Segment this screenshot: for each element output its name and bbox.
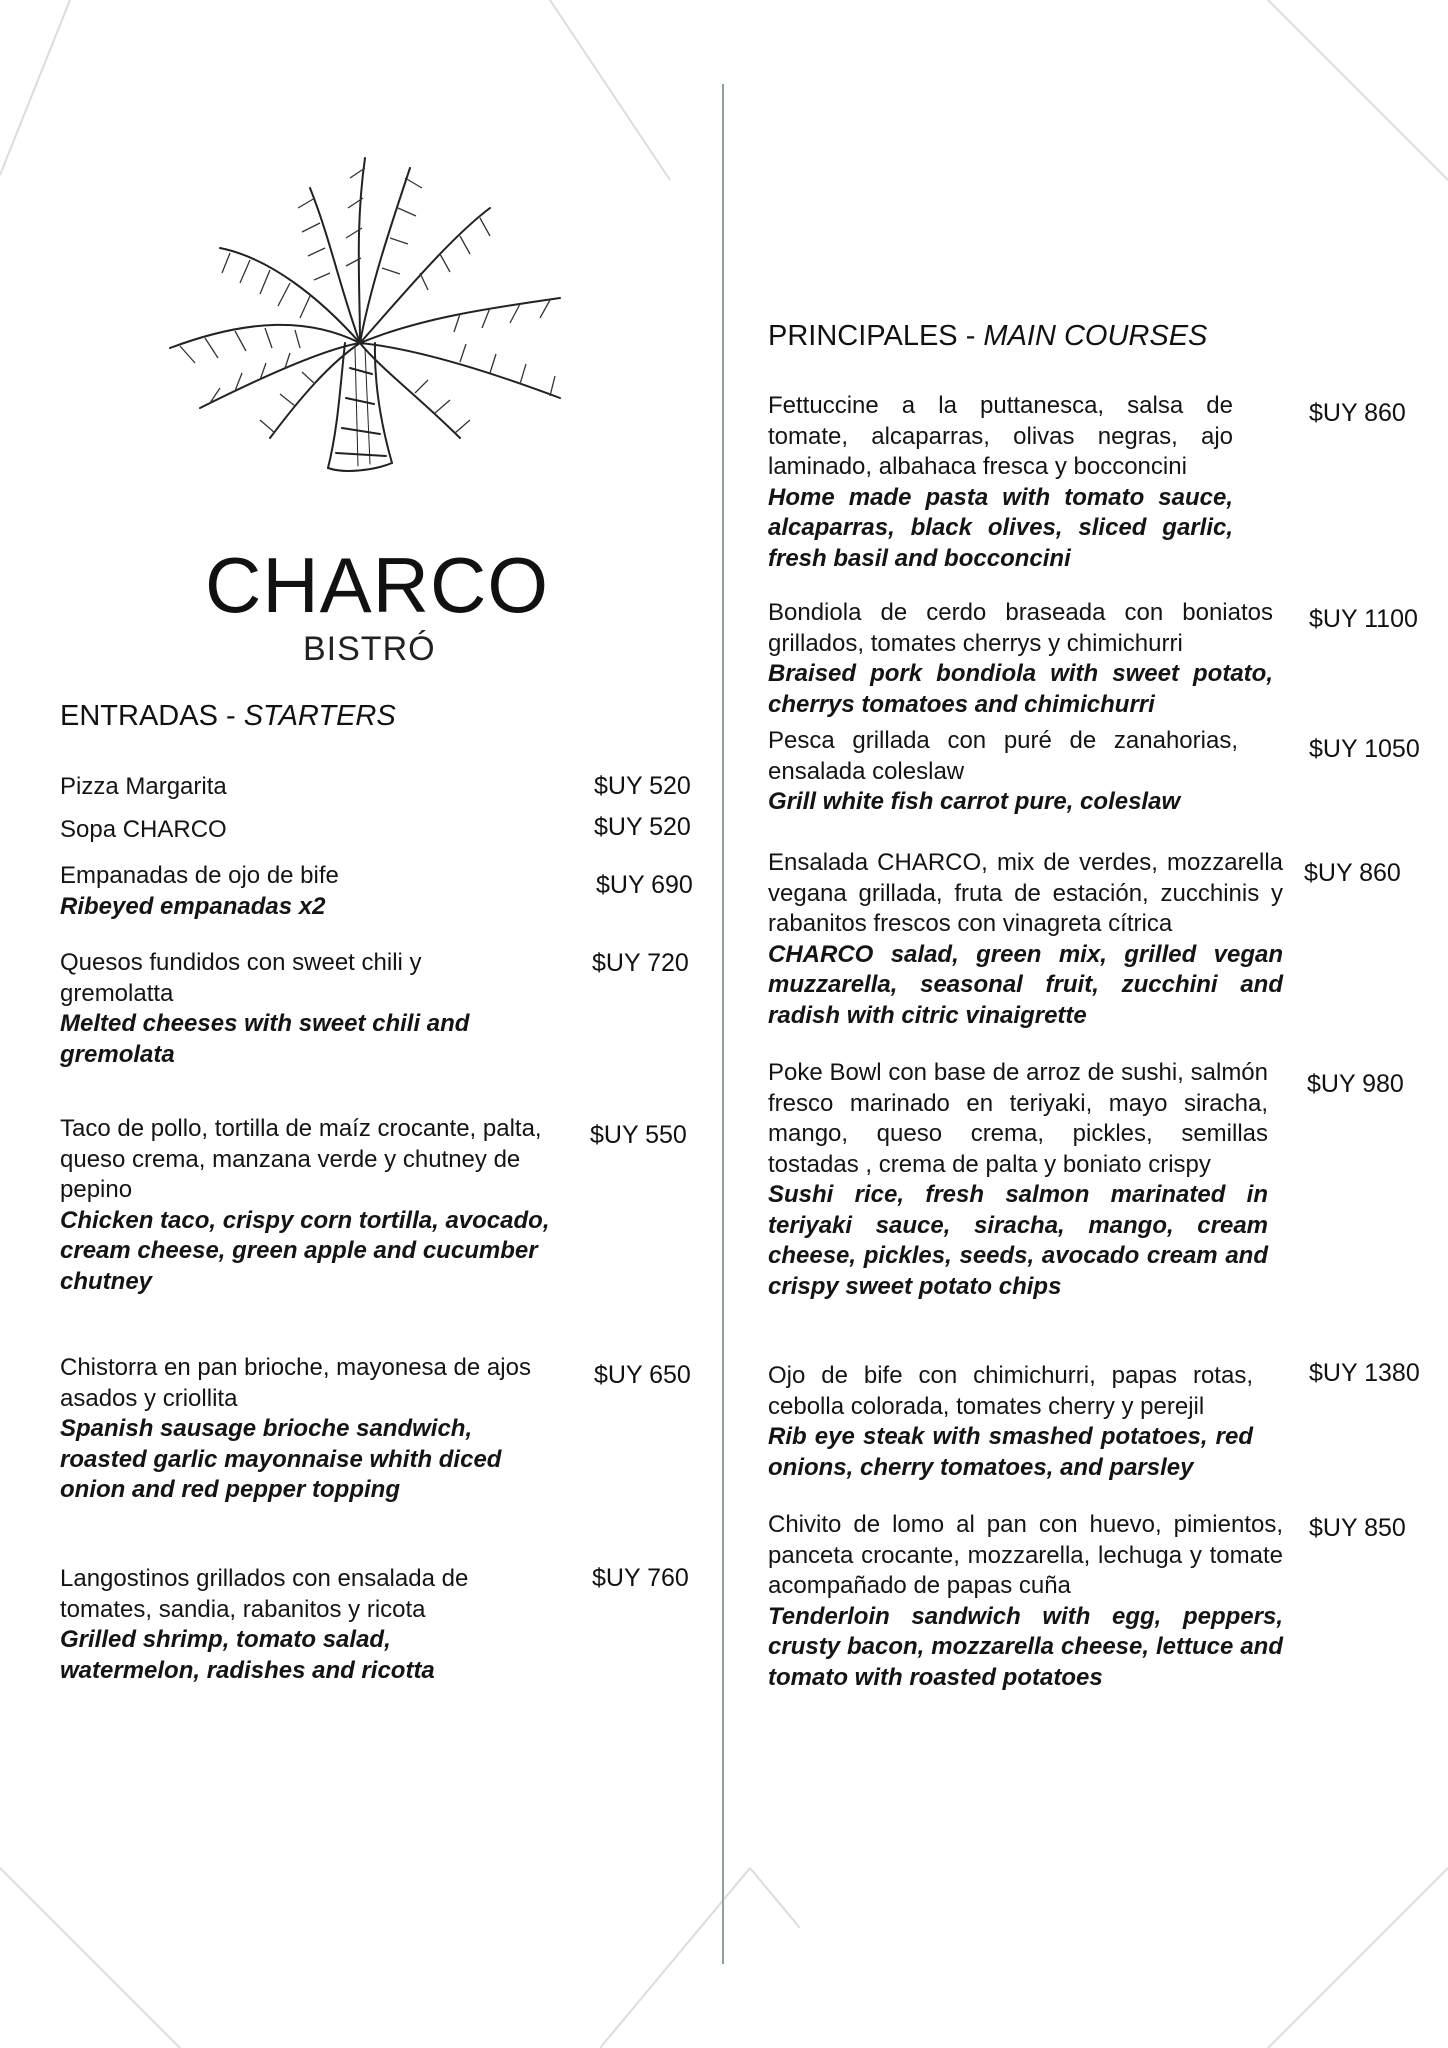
item-price: $UY 690 bbox=[596, 871, 693, 899]
item-name-es: Ojo de bife con chimichurri, papas rotas, cebolla colorada, tomates cherry y perejil bbox=[768, 1362, 1253, 1420]
menu-item bbox=[768, 598, 1273, 720]
item-name-en: Grill white fish carrot pure, coleslaw bbox=[768, 788, 1181, 815]
item-price: $UY 760 bbox=[592, 1564, 689, 1592]
mains-title-en: MAIN COURSES bbox=[983, 320, 1208, 352]
item-name-es: Sopa CHARCO bbox=[60, 816, 227, 843]
item-price: $UY 520 bbox=[594, 772, 691, 800]
item-name-es: Chivito de lomo al pan con huevo, pimientos, panceta crocante, mozzarella, lechuga y tomate acompañado de papas cuña bbox=[768, 1511, 1283, 1599]
corner-decoration-bottom-right bbox=[1248, 1848, 1448, 2048]
item-name-en: Spanish sausage brioche sandwich, roasted garlic mayonnaise whith diced onion and red pepper topping bbox=[60, 1415, 502, 1503]
item-name-es: Bondiola de cerdo braseada con boniatos grillados, tomates cherrys y chimichurri bbox=[768, 599, 1273, 657]
item-name-en: Chicken taco, crispy corn tortilla, avocado, cream cheese, green apple and cucumber chutney bbox=[60, 1206, 550, 1295]
item-name-en: Ribeyed empanadas x2 bbox=[60, 892, 326, 920]
item-price: $UY 650 bbox=[594, 1361, 691, 1389]
menu-item bbox=[768, 1510, 1283, 1693]
item-name-es: Pizza Margarita bbox=[60, 773, 227, 800]
item-price: $UY 550 bbox=[590, 1121, 687, 1149]
menu-item bbox=[60, 1353, 560, 1506]
starters-title bbox=[60, 700, 396, 733]
menu-item bbox=[768, 726, 1238, 818]
item-name-en: Rib eye steak with smashed potatoes, red onions, cherry tomatoes, and parsley bbox=[768, 1423, 1253, 1481]
item-name-es: Empanadas de ojo de bife bbox=[60, 862, 339, 889]
item-price: $UY 720 bbox=[592, 949, 689, 977]
item-name-en: Braised pork bondiola with sweet potato, cherrys tomatoes and chimichurri bbox=[768, 660, 1273, 718]
starters-title-es: ENTRADAS - bbox=[60, 700, 244, 732]
item-name-es: Fettuccine a la puttanesca, salsa de tomate, alcaparras, olivas negras, ajo laminado, albahaca fresca y bocconcini bbox=[768, 392, 1233, 480]
item-name-en: Home made pasta with tomato sauce, alcaparras, black olives, sliced garlic, fresh basil and bocconcini bbox=[768, 483, 1233, 572]
item-name-en: Grilled shrimp, tomato salad, watermelon, radishes and ricotta bbox=[60, 1626, 435, 1684]
menu-item bbox=[60, 772, 560, 803]
corner-decoration-bottom-center bbox=[600, 1848, 800, 2048]
item-price: $UY 520 bbox=[594, 813, 691, 841]
item-name-en: Melted cheeses with sweet chili and gremolata bbox=[60, 1010, 470, 1068]
item-price: $UY 860 bbox=[1309, 399, 1406, 427]
starters-title-en: STARTERS bbox=[243, 700, 396, 732]
mains-title bbox=[768, 320, 1207, 353]
mains-title-es: PRINCIPALES - bbox=[768, 320, 984, 352]
menu-item bbox=[60, 1564, 490, 1686]
item-price: $UY 1380 bbox=[1309, 1359, 1420, 1387]
item-price: $UY 980 bbox=[1307, 1070, 1404, 1098]
item-name-es: Ensalada CHARCO, mix de verdes, mozzarella vegana grillada, fruta de estación, zucchinis y rabanitos frescos con vinagreta cítrica bbox=[768, 849, 1283, 937]
item-name-es: Chistorra en pan brioche, mayonesa de ajos asados y criollita bbox=[60, 1354, 531, 1412]
item-name-es: Quesos fundidos con sweet chili y gremolatta bbox=[60, 949, 422, 1007]
corner-decoration-top-right bbox=[1248, 0, 1448, 200]
menu-item bbox=[60, 1114, 560, 1297]
item-price: $UY 1100 bbox=[1309, 605, 1418, 633]
brand-name: CHARCO bbox=[205, 541, 550, 629]
menu-item bbox=[768, 1058, 1268, 1302]
menu-item bbox=[60, 948, 520, 1070]
item-name-es: Poke Bowl con base de arroz de sushi, salmón fresco marinado en teriyaki, mayo siracha, mango, queso crema, pickles, semillas tostadas , crema de palta y boniato crispy bbox=[768, 1059, 1268, 1178]
menu-item bbox=[768, 848, 1283, 1031]
item-price: $UY 1050 bbox=[1309, 735, 1420, 763]
brand-subtitle: BISTRÓ bbox=[303, 630, 436, 668]
column-divider bbox=[722, 84, 724, 1964]
corner-decoration-bottom-left bbox=[0, 1848, 200, 2048]
item-name-en: Tenderloin sandwich with egg, peppers, crusty bacon, mozzarella cheese, lettuce and tomato with roasted potatoes bbox=[768, 1602, 1283, 1691]
item-name-es: Pesca grillada con puré de zanahorias, ensalada coleslaw bbox=[768, 727, 1238, 785]
item-name-es: Taco de pollo, tortilla de maíz crocante, palta, queso crema, manzana verde y chutney de pepino bbox=[60, 1115, 542, 1203]
palm-tree-logo bbox=[160, 148, 600, 478]
menu-item bbox=[60, 861, 560, 922]
item-name-en: Sushi rice, fresh salmon marinated in teriyaki sauce, siracha, mango, cream cheese, pickles, seeds, avocado cream and crispy sweet potato chips bbox=[768, 1181, 1268, 1300]
item-name-es: Langostinos grillados con ensalada de tomates, sandia, rabanitos y ricota bbox=[60, 1565, 469, 1623]
menu-item bbox=[768, 391, 1233, 574]
item-price: $UY 860 bbox=[1304, 859, 1401, 887]
item-name-en: CHARCO salad, green mix, grilled vegan muzzarella, seasonal fruit, zucchini and radish with citric vinaigrette bbox=[768, 940, 1283, 1029]
menu-item bbox=[60, 815, 560, 846]
menu-item bbox=[768, 1361, 1253, 1483]
item-price: $UY 850 bbox=[1309, 1514, 1406, 1542]
